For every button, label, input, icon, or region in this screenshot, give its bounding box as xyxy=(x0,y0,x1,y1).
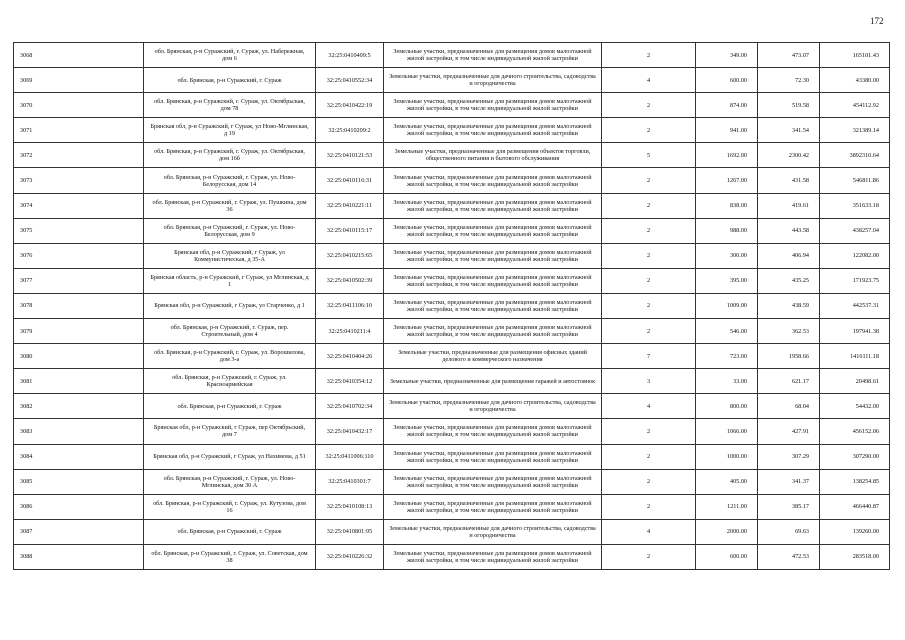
area-cell: 1267.00 xyxy=(696,168,758,193)
cadastral-value-cell: 20498.61 xyxy=(820,369,890,394)
area-cell: 1692.00 xyxy=(696,143,758,168)
cadastral-value-cell: 466440.87 xyxy=(820,494,890,519)
cadastral-value-cell: 43380.00 xyxy=(820,68,890,93)
page-number: 172 xyxy=(870,16,884,26)
specific-value-cell: 341.54 xyxy=(758,118,820,143)
row-number: 3074 xyxy=(14,193,144,218)
area-cell: 988.00 xyxy=(696,218,758,243)
use-group-cell: 2 xyxy=(602,218,696,243)
row-number: 3071 xyxy=(14,118,144,143)
cadastral-number-cell: 32:25:0410221:11 xyxy=(316,193,384,218)
row-number: 3073 xyxy=(14,168,144,193)
specific-value-cell: 419.61 xyxy=(758,193,820,218)
cadastral-number-cell: 32:25:0410801:95 xyxy=(316,519,384,544)
cadastral-value-cell: 454112.92 xyxy=(820,93,890,118)
use-group-cell: 4 xyxy=(602,394,696,419)
row-number: 3083 xyxy=(14,419,144,444)
row-number: 3081 xyxy=(14,369,144,394)
area-cell: 546.00 xyxy=(696,319,758,344)
permitted-use-cell: Земельные участки, предназначенные для размещения домов малоэтажной жилой застройки, в том числе индивидуальной жилой застройки xyxy=(384,293,602,318)
address-cell: обл. Брянская, р-н Суражский, г. Сураж xyxy=(144,68,316,93)
table-row xyxy=(14,118,890,143)
cadastral-number-cell: 32:25:0410108:13 xyxy=(316,494,384,519)
use-group-cell: 2 xyxy=(602,43,696,68)
cadastral-number-cell: 32:25:0411006:110 xyxy=(316,444,384,469)
cadastral-value-cell: 307290.00 xyxy=(820,444,890,469)
address-cell: обл. Брянская, р-н Суражский, г. Сураж, ул. Красноармейская xyxy=(144,369,316,394)
permitted-use-cell: Земельные участки, предназначенные для размещения домов малоэтажной жилой застройки, в том числе индивидуальной жилой застройки xyxy=(384,419,602,444)
row-number: 3068 xyxy=(14,43,144,68)
permitted-use-cell: Земельные участки, предназначенные для размещения гаражей и автостоянок xyxy=(384,369,602,394)
use-group-cell: 2 xyxy=(602,494,696,519)
area-cell: 1009.00 xyxy=(696,293,758,318)
row-number: 3088 xyxy=(14,544,144,569)
row-number: 3080 xyxy=(14,344,144,369)
table-row xyxy=(14,218,890,243)
area-cell: 1211.00 xyxy=(696,494,758,519)
row-number: 3069 xyxy=(14,68,144,93)
table-row xyxy=(14,319,890,344)
specific-value-cell: 427.91 xyxy=(758,419,820,444)
permitted-use-cell: Земельные участки, предназначенные для размещения объектов торговли, общественного питания и бытового обслуживания xyxy=(384,143,602,168)
cadastral-value-table xyxy=(13,42,890,570)
specific-value-cell: 472.53 xyxy=(758,544,820,569)
row-number: 3078 xyxy=(14,293,144,318)
cadastral-number-cell: 32:25:0410115:17 xyxy=(316,218,384,243)
use-group-cell: 2 xyxy=(602,293,696,318)
specific-value-cell: 438.59 xyxy=(758,293,820,318)
specific-value-cell: 341.37 xyxy=(758,469,820,494)
address-cell: обл. Брянская, р-н Суражский, г. Сураж, ул. Октябрьская, дом 78 xyxy=(144,93,316,118)
table-row xyxy=(14,344,890,369)
specific-value-cell: 72.30 xyxy=(758,68,820,93)
table-row xyxy=(14,519,890,544)
area-cell: 349.00 xyxy=(696,43,758,68)
address-cell: Брянская область, р-н Суражский, г Сураж, ул Мглинская, д 1 xyxy=(144,268,316,293)
table-row xyxy=(14,243,890,268)
permitted-use-cell: Земельные участки, предназначенные для размещения домов малоэтажной жилой застройки, в том числе индивидуальной жилой застройки xyxy=(384,218,602,243)
row-number: 3079 xyxy=(14,319,144,344)
permitted-use-cell: Земельные участки, предназначенные для размещения офисных зданий делового и коммерческого назначения xyxy=(384,344,602,369)
permitted-use-cell: Земельные участки, предназначенные для размещения домов малоэтажной жилой застройки, в том числе индивидуальной жилой застройки xyxy=(384,168,602,193)
address-cell: Брянская обл, р-н Суражский, г Сураж, пер Октябрьский, дом 7 xyxy=(144,419,316,444)
permitted-use-cell: Земельные участки, предназначенные для размещения домов малоэтажной жилой застройки, в том числе индивидуальной жилой застройки xyxy=(384,43,602,68)
use-group-cell: 2 xyxy=(602,268,696,293)
area-cell: 300.00 xyxy=(696,243,758,268)
use-group-cell: 2 xyxy=(602,419,696,444)
table-row xyxy=(14,68,890,93)
row-number: 3086 xyxy=(14,494,144,519)
specific-value-cell: 406.94 xyxy=(758,243,820,268)
permitted-use-cell: Земельные участки, предназначенные для размещения домов малоэтажной жилой застройки, в том числе индивидуальной жилой застройки xyxy=(384,193,602,218)
use-group-cell: 4 xyxy=(602,68,696,93)
table-row xyxy=(14,369,890,394)
cadastral-value-cell: 546811.86 xyxy=(820,168,890,193)
use-group-cell: 5 xyxy=(602,143,696,168)
row-number: 3084 xyxy=(14,444,144,469)
area-cell: 723.00 xyxy=(696,344,758,369)
address-cell: обл. Брянская, р-н Суражский, г. Сураж xyxy=(144,394,316,419)
address-cell: обл. Брянская, р-н Суражский, г. Сураж, ул. Ново-Мглинская, дом 30 А xyxy=(144,469,316,494)
cadastral-number-cell: 32:25:0410215:65 xyxy=(316,243,384,268)
use-group-cell: 2 xyxy=(602,168,696,193)
row-number: 3076 xyxy=(14,243,144,268)
specific-value-cell: 519.58 xyxy=(758,93,820,118)
cadastral-value-cell: 54432.00 xyxy=(820,394,890,419)
permitted-use-cell: Земельные участки, предназначенные для дачного строительства, садоводства и огородничества xyxy=(384,519,602,544)
cadastral-number-cell: 32:25:0410404:26 xyxy=(316,344,384,369)
area-cell: 1066.00 xyxy=(696,419,758,444)
area-cell: 405.00 xyxy=(696,469,758,494)
specific-value-cell: 2300.42 xyxy=(758,143,820,168)
permitted-use-cell: Земельные участки, предназначенные для размещения домов малоэтажной жилой застройки, в том числе индивидуальной жилой застройки xyxy=(384,444,602,469)
area-cell: 838.00 xyxy=(696,193,758,218)
table-row xyxy=(14,394,890,419)
cadastral-value-cell: 3892310.64 xyxy=(820,143,890,168)
table-row xyxy=(14,93,890,118)
use-group-cell: 2 xyxy=(602,469,696,494)
address-cell: Брянская обл, р-н Суражский, г Сураж, ул Ново-Мглинская, д 19 xyxy=(144,118,316,143)
cadastral-number-cell: 32:25:0410552:34 xyxy=(316,68,384,93)
permitted-use-cell: Земельные участки, предназначенные для размещения домов малоэтажной жилой застройки, в том числе индивидуальной жилой застройки xyxy=(384,268,602,293)
cadastral-value-cell: 456152.06 xyxy=(820,419,890,444)
specific-value-cell: 307.29 xyxy=(758,444,820,469)
address-cell: обл. Брянская, р-н Суражский, г. Сураж, ул. Ворошилова, дом 3-а xyxy=(144,344,316,369)
specific-value-cell: 443.58 xyxy=(758,218,820,243)
cadastral-value-cell: 138254.85 xyxy=(820,469,890,494)
row-number: 3085 xyxy=(14,469,144,494)
row-number: 3082 xyxy=(14,394,144,419)
cadastral-number-cell: 32:25:0411106:10 xyxy=(316,293,384,318)
use-group-cell: 2 xyxy=(602,444,696,469)
table-row xyxy=(14,143,890,168)
use-group-cell: 3 xyxy=(602,369,696,394)
cadastral-number-cell: 32:25:0410422:19 xyxy=(316,93,384,118)
specific-value-cell: 1958.66 xyxy=(758,344,820,369)
cadastral-number-cell: 32:25:0410116:31 xyxy=(316,168,384,193)
cadastral-number-cell: 32:25:0410226:32 xyxy=(316,544,384,569)
address-cell: обл. Брянская, р-н Суражский, г. Сураж, ул. Ново-Белорусская, дом 9 xyxy=(144,218,316,243)
specific-value-cell: 473.07 xyxy=(758,43,820,68)
cadastral-value-cell: 351633.18 xyxy=(820,193,890,218)
cadastral-value-cell: 321389.14 xyxy=(820,118,890,143)
permitted-use-cell: Земельные участки, предназначенные для размещения домов малоэтажной жилой застройки, в том числе индивидуальной жилой застройки xyxy=(384,319,602,344)
cadastral-number-cell: 32:25:0410702:34 xyxy=(316,394,384,419)
specific-value-cell: 68.04 xyxy=(758,394,820,419)
cadastral-value-cell: 171923.75 xyxy=(820,268,890,293)
cadastral-value-cell: 122082.00 xyxy=(820,243,890,268)
table-row xyxy=(14,268,890,293)
table-row xyxy=(14,168,890,193)
use-group-cell: 2 xyxy=(602,243,696,268)
permitted-use-cell: Земельные участки, предназначенные для размещения домов малоэтажной жилой застройки, в том числе индивидуальной жилой застройки xyxy=(384,494,602,519)
specific-value-cell: 435.25 xyxy=(758,268,820,293)
permitted-use-cell: Земельные участки, предназначенные для размещения домов малоэтажной жилой застройки, в том числе индивидуальной жилой застройки xyxy=(384,243,602,268)
row-number: 3077 xyxy=(14,268,144,293)
cadastral-value-cell: 438257.04 xyxy=(820,218,890,243)
cadastral-value-cell: 442537.31 xyxy=(820,293,890,318)
use-group-cell: 4 xyxy=(602,519,696,544)
address-cell: обл. Брянская, р-н Суражский, г. Сураж, ул. Советская, дом 38 xyxy=(144,544,316,569)
area-cell: 941.00 xyxy=(696,118,758,143)
address-cell: обл. Брянская, р-н Суражский, г. Сураж, ул. Октябрьская, дом 16б xyxy=(144,143,316,168)
address-cell: обл. Брянская, р-н Суражский, г. Сураж, ул. Ново-Белорусская, дом 14 xyxy=(144,168,316,193)
area-cell: 2000.00 xyxy=(696,519,758,544)
cadastral-number-cell: 32:25:0410409:5 xyxy=(316,43,384,68)
cadastral-value-cell: 197941.38 xyxy=(820,319,890,344)
row-number: 3075 xyxy=(14,218,144,243)
area-cell: 395.00 xyxy=(696,268,758,293)
specific-value-cell: 362.53 xyxy=(758,319,820,344)
use-group-cell: 2 xyxy=(602,544,696,569)
cadastral-value-cell: 1416111.18 xyxy=(820,344,890,369)
area-cell: 800.00 xyxy=(696,394,758,419)
cadastral-number-cell: 32:25:0410432:17 xyxy=(316,419,384,444)
specific-value-cell: 385.17 xyxy=(758,494,820,519)
cadastral-number-cell: 32:25:0410209:2 xyxy=(316,118,384,143)
cadastral-value-cell: 139260.00 xyxy=(820,519,890,544)
specific-value-cell: 431.58 xyxy=(758,168,820,193)
address-cell: обл. Брянская, р-н Суражский, г. Сураж, ул. Пушкина, дом 36 xyxy=(144,193,316,218)
address-cell: обл. Брянская, р-н Суражский, г. Сураж xyxy=(144,519,316,544)
table-row xyxy=(14,444,890,469)
address-cell: обл. Брянская, р-н Суражский, г. Сураж, пер. Строительный, дом 4 xyxy=(144,319,316,344)
table-row xyxy=(14,193,890,218)
permitted-use-cell: Земельные участки, предназначенные для размещения домов малоэтажной жилой застройки, в том числе индивидуальной жилой застройки xyxy=(384,469,602,494)
row-number: 3072 xyxy=(14,143,144,168)
area-cell: 600.00 xyxy=(696,544,758,569)
row-number: 3070 xyxy=(14,93,144,118)
table-row xyxy=(14,494,890,519)
cadastral-number-cell: 32:25:0410354:12 xyxy=(316,369,384,394)
use-group-cell: 2 xyxy=(602,193,696,218)
use-group-cell: 2 xyxy=(602,93,696,118)
specific-value-cell: 621.17 xyxy=(758,369,820,394)
address-cell: Брянская обл, р-н Суражский, г Сураж, ул Старченко, д 1 xyxy=(144,293,316,318)
table-row xyxy=(14,544,890,569)
permitted-use-cell: Земельные участки, предназначенные для дачного строительства, садоводства и огородничества xyxy=(384,68,602,93)
table-row xyxy=(14,293,890,318)
address-cell: Брянская обл, р-н Суражский, г Сураж, ул Коммунистическая, д 35-А xyxy=(144,243,316,268)
cadastral-number-cell: 32:25:0410121:53 xyxy=(316,143,384,168)
table-row xyxy=(14,419,890,444)
cadastral-value-cell: 283518.00 xyxy=(820,544,890,569)
permitted-use-cell: Земельные участки, предназначенные для дачного строительства, садоводства и огородничества xyxy=(384,394,602,419)
cadastral-number-cell: 32:25:0410301:7 xyxy=(316,469,384,494)
permitted-use-cell: Земельные участки, предназначенные для размещения домов малоэтажной жилой застройки, в том числе индивидуальной жилой застройки xyxy=(384,118,602,143)
area-cell: 1000.00 xyxy=(696,444,758,469)
specific-value-cell: 69.63 xyxy=(758,519,820,544)
address-cell: обл. Брянская, р-н Суражский, г. Сураж, ул. Набережная, дом 6 xyxy=(144,43,316,68)
use-group-cell: 7 xyxy=(602,344,696,369)
address-cell: обл. Брянская, р-н Суражский, г. Сураж, ул. Кутузова, дом 16 xyxy=(144,494,316,519)
table-row xyxy=(14,469,890,494)
cadastral-value-cell: 165101.43 xyxy=(820,43,890,68)
table-row xyxy=(14,43,890,68)
row-number: 3087 xyxy=(14,519,144,544)
address-cell: Брянская обл, р-н Суражский, г Сураж, ул Нахимова, д 51 xyxy=(144,444,316,469)
cadastral-number-cell: 32:25:0410211:4 xyxy=(316,319,384,344)
permitted-use-cell: Земельные участки, предназначенные для размещения домов малоэтажной жилой застройки, в том числе индивидуальной жилой застройки xyxy=(384,544,602,569)
use-group-cell: 2 xyxy=(602,319,696,344)
area-cell: 33.00 xyxy=(696,369,758,394)
cadastral-number-cell: 32:25:0410502:39 xyxy=(316,268,384,293)
area-cell: 874.00 xyxy=(696,93,758,118)
area-cell: 600.00 xyxy=(696,68,758,93)
permitted-use-cell: Земельные участки, предназначенные для размещения домов малоэтажной жилой застройки, в том числе индивидуальной жилой застройки xyxy=(384,93,602,118)
use-group-cell: 2 xyxy=(602,118,696,143)
